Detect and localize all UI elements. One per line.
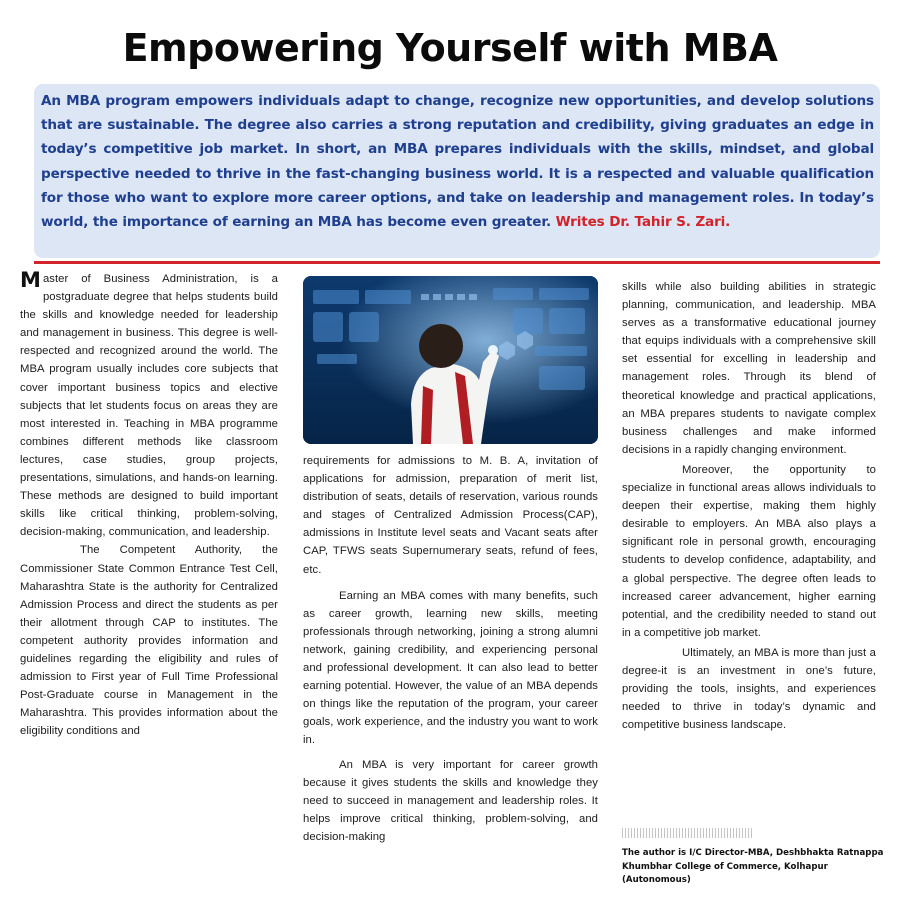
dropcap-letter: M (20, 268, 41, 292)
student-touching-screen-illustration (303, 276, 598, 444)
paragraph: skills while also building abilities in strategic planning, communication, and leadership. MBA serves as a transformative educational journey that equips individuals with a comprehensive skill set essential for excelling in leadership and management roles. Through its blend of theoretical knowledge and practical applications, an MBA prepares students to navigate complex business challenges and make informed decisions in a rapidly changing environment. (622, 281, 876, 456)
intro-text: An MBA program empowers individuals adapt to change, recognize new opportunities, and develop solutions that are sustainable. The degree also carries a strong reputation and credibility, giving graduates an edge in today’s competitive job market. In short, an MBA prepares individuals with the skills, mindset, and global perspective needed to thrive in the fast-changing business world. It is a respected and valuable qualification for those who want to explore more career options, and take on leadership and management roles. In today’s world, the importance of earning an MBA has become even greater. (41, 93, 874, 231)
article-headline: Empowering Yourself with MBA (122, 26, 778, 70)
article-column-3 (622, 278, 876, 734)
article-column-2 (303, 452, 598, 846)
paragraph: The Competent Authority, the Commissioner State Common Entrance Test Cell, Maharashtra State is the authority for Centralized Admission Process and direct the students as per their allotment through CAP to institutes. The competent authority provides information and guidelines regarding the eligibility and rules of admission to First year of Full Time Professional Post-Graduate course in Management in the Maharashtra. This provides information about the eligibility conditions and (20, 544, 278, 738)
paragraph: An MBA is very important for career growth because it gives students the skills and knowledge they need to succeed in management and leadership roles. It helps improve critical thinking, problem-solving, and decision-making (303, 758, 598, 843)
paragraph: requirements for admissions to M. B. A, invitation of applications for admission, preparation of merit list, distribution of seats, details of reservation, various rounds and stages of Centralized Admission Process(CAP), admissions in Institute level seats and Vacant seats after CAP, TFWS seats Supernumerary seats, refund of fees, etc. (303, 455, 598, 576)
article-photo (303, 276, 598, 444)
author-note: The author is I/C Director-MBA, Deshbhakta Ratnappa Khumbhar College of Commerce, Kolhapur (Autonomous) (622, 848, 884, 885)
paragraph-text: aster of Business Administration, is a postgraduate degree that helps students build the skills and knowledge needed for leadership and management in business. This degree is well-respected and recognized around the world. The MBA program usually includes core subjects that cover important business topics and elective subjects that let students focus on areas they are most interested in. Teaching in MBA programme combines different methods like classroom lectures, case studies, group projects, presentations, simulations, and hands-on learning. These methods are designed to build important skills like critical thinking, problem-solving, decision-making, communication, and leadership. (20, 273, 278, 539)
paragraph: Moreover, the opportunity to specialize in functional areas allows individuals to deepen their expertise, making them highly desirable to employers. An MBA also plays a significant role in personal growth, encouraging students to develop confidence, adaptability, and a global perspective. The degree often leads to increased career advancement, higher earning potential, and the credibility needed to stand out in a competitive job market. (622, 463, 876, 639)
decorative-barcode (622, 828, 752, 838)
paragraph: Earning an MBA comes with many benefits, such as career growth, learning new skills, meeting professionals through networking, joining a strong alumni network, gaining credibility, and experiencing personal and professional development. It can also lead to better earning potential. However, the value of an MBA depends on things like the reputation of the program, your career goals, work experience, and the industry you want to work in. (303, 589, 598, 747)
author-byline: Writes Dr. Tahir S. Zari. (555, 214, 731, 231)
paragraph: Ultimately, an MBA is more than just a degree-it is an investment in one’s future, providing the tools, insights, and experiences needed to thrive in today’s dynamic and competitive business landscape. (622, 646, 876, 732)
article-column-1 (20, 270, 278, 740)
section-divider (34, 261, 880, 264)
intro-summary-box (34, 84, 880, 258)
paragraph (20, 270, 278, 541)
